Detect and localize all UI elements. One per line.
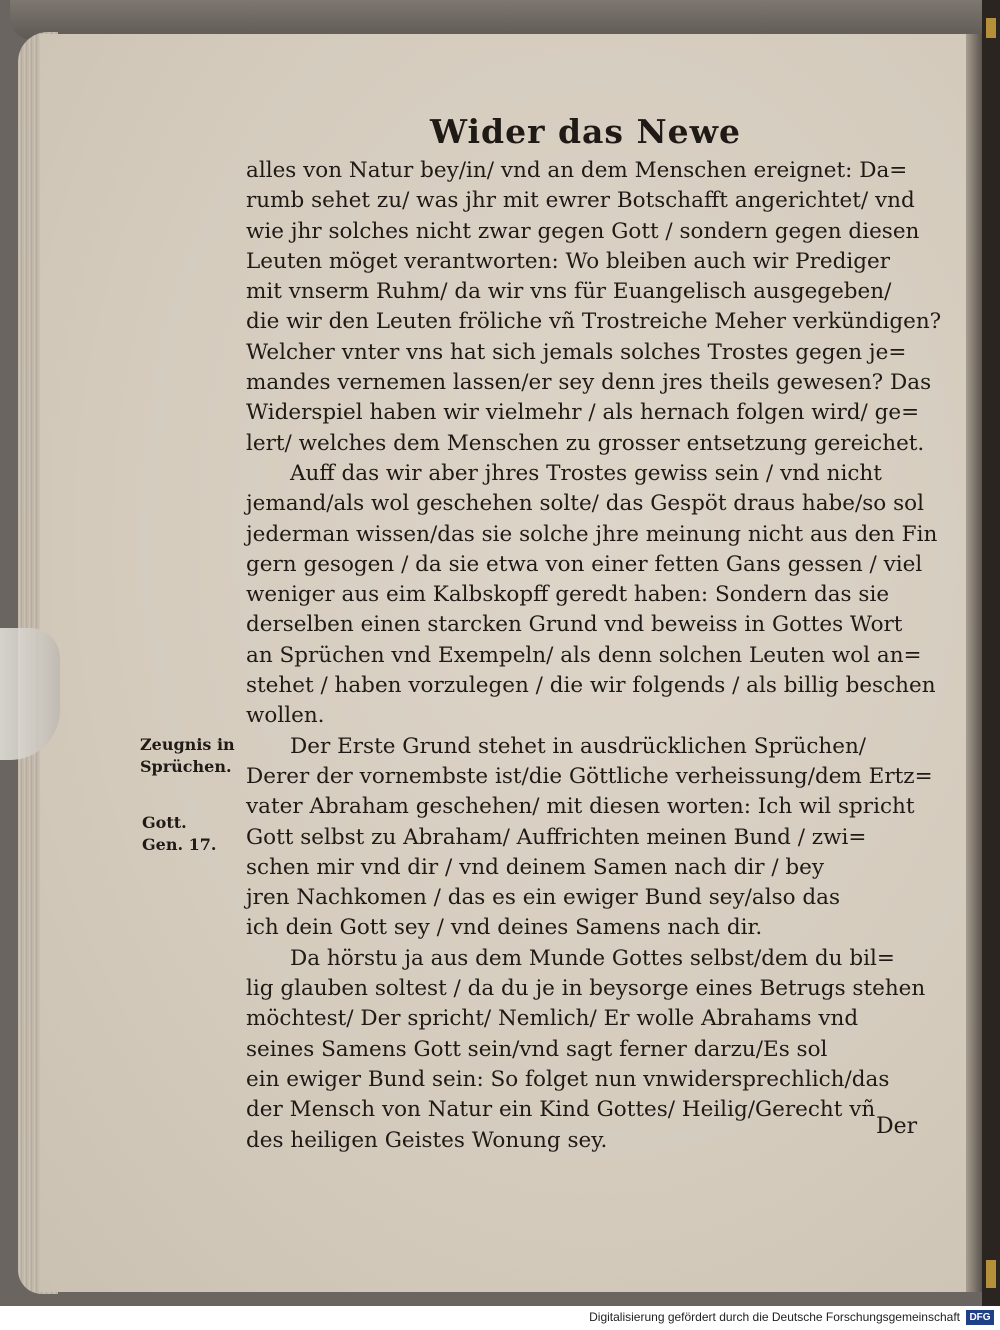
- text-line: seines Samens Gott sein/vnd sagt ferner darzu/Es sol: [246, 1036, 828, 1062]
- text-line: mit vnserm Ruhm/ da wir vns für Euangelisch ausgegeben/: [246, 279, 892, 305]
- text-line: Welcher vnter vns hat sich jemals solches Trostes gegen je=: [246, 339, 907, 365]
- text-line: jemand/als wol geschehen solte/ das Gespöt draus habe/so sol: [246, 491, 924, 517]
- footer-bar: [0, 1306, 1000, 1330]
- text-line: ein ewiger Bund sein: So folget nun vnwidersprechlich/das: [246, 1066, 890, 1092]
- page-gutter: [966, 34, 982, 1292]
- text-line: Widerspiel haben wir vielmehr / als hernach folgen wird/ ge=: [246, 400, 920, 426]
- margin-note-reference: [142, 812, 216, 856]
- text-line: jederman wissen/das sie solche jhre meinung nicht aus den Fin: [246, 521, 938, 547]
- text-line: an Sprüchen vnd Exempeln/ als denn solchen Leuten wol an=: [246, 642, 922, 668]
- text-line: Leuten möget verantworten: Wo bleiben auch wir Prediger: [246, 248, 891, 274]
- running-head: Wider das Newe: [430, 112, 742, 151]
- text-line: wollen.: [246, 703, 325, 729]
- text-line: Auff das wir aber jhres Trostes gewiss sein / vnd nicht: [290, 460, 882, 486]
- margin-note-line: Gen. 17.: [142, 835, 217, 854]
- text-line: Derer der vornembste ist/die Göttliche verheissung/dem Ertz=: [246, 763, 933, 789]
- binding-stitch: [986, 18, 996, 38]
- text-line: wie jhr solches nicht zwar gegen Gott / sondern gegen diesen: [246, 218, 920, 244]
- margin-note-line: Sprüchen.: [140, 757, 232, 776]
- catchword: Der: [876, 1114, 918, 1139]
- text-line: ich dein Gott sey / vnd deines Samens nach dir.: [246, 915, 763, 941]
- margin-note-line: Gott.: [142, 813, 187, 832]
- text-line: gern gesogen / da sie etwa von einer fetten Gans gessen / viel: [246, 551, 923, 577]
- text-line: Da hörstu ja aus dem Munde Gottes selbst/dem du bil=: [290, 945, 895, 971]
- text-line: derselben einen starcken Grund vnd beweiss in Gottes Wort: [246, 612, 903, 638]
- text-line: die wir den Leuten fröliche vñ Trostreiche Meher verkündigen?: [246, 309, 942, 335]
- text-line: des heiligen Geistes Wonung sey.: [246, 1127, 608, 1153]
- text-line: rumb sehet zu/ was jhr mit ewrer Botschafft angerichtet/ vnd: [246, 188, 915, 214]
- text-line: mandes vernemen lassen/er sey denn jres theils gewesen? Das: [246, 370, 932, 396]
- dfg-logo-icon: DFG: [966, 1310, 994, 1325]
- text-line: vater Abraham geschehen/ mit diesen worten: Ich wil spricht: [246, 794, 915, 820]
- text-line: lig glauben soltest / da du je in beysorge eines Betrugs stehen: [246, 976, 926, 1002]
- margin-note-line: Zeugnis in: [140, 735, 235, 754]
- text-line: schen mir vnd dir / vnd deinem Samen nach dir / bey: [246, 854, 825, 880]
- text-line: möchtest/ Der spricht/ Nemlich/ Er wolle Abrahams vnd: [246, 1006, 859, 1032]
- binding-stitch: [986, 1260, 996, 1288]
- text-line: Der Erste Grund stehet in ausdrücklichen Sprüchen/: [290, 733, 867, 759]
- margin-note-testimony: [140, 734, 235, 778]
- text-line: jren Nachkomen / das es ein ewiger Bund sey/also das: [246, 885, 840, 911]
- text-line: stehet / haben vorzulegen / die wir folgends / als billig beschen: [246, 673, 936, 699]
- text-line: lert/ welches dem Menschen zu grosser entsetzung gereichet.: [246, 430, 925, 456]
- text-line: weniger aus eim Kalbskopff geredt haben: Sondern das sie: [246, 582, 890, 608]
- text-line: der Mensch von Natur ein Kind Gottes/ Heilig/Gerecht vñ: [246, 1097, 876, 1123]
- text-line: Gott selbst zu Abraham/ Auffrichten meinen Bund / zwi=: [246, 824, 867, 850]
- text-line: alles von Natur bey/in/ vnd an dem Menschen ereignet: Da=: [246, 158, 908, 183]
- book-spine: [982, 0, 1000, 1306]
- body-text: [246, 156, 946, 1156]
- footer-credit: Digitalisierung gefördert durch die Deutsche Forschungsgemeinschaft: [589, 1310, 960, 1324]
